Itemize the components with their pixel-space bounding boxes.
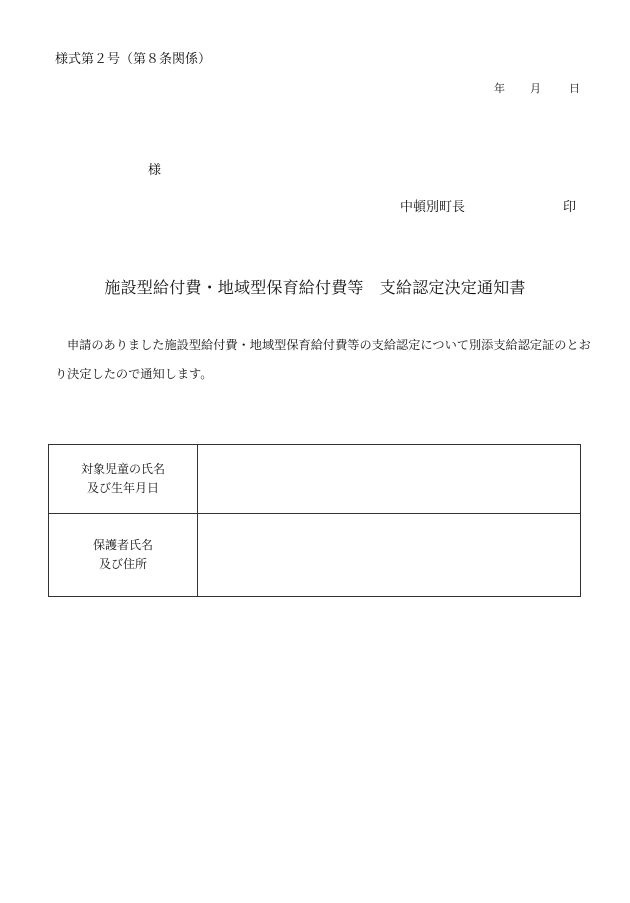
date-line (494, 80, 580, 96)
date-day-label: 日 (569, 82, 580, 95)
child-info-label-cell (49, 445, 198, 514)
guardian-label-line-1: 保護者氏名 (92, 538, 153, 552)
info-table (48, 444, 581, 597)
guardian-label-line-2: 及び住所 (98, 557, 147, 571)
form-number: 様式第２号（第８条関係） (55, 52, 212, 67)
child-label-line-2: 及び生年月日 (86, 481, 159, 495)
body-paragraph (55, 331, 589, 389)
guardian-info-value-cell[interactable] (198, 514, 581, 597)
issuer-row (400, 196, 576, 215)
child-label-line-1: 対象児童の氏名 (80, 462, 165, 476)
body-line-1: 申請のありました施設型給付費・地域型保育給付費等の支給認定について別添支給認定証のとお (67, 338, 591, 352)
date-year-label: 年 (494, 82, 505, 95)
seal-label: 印 (562, 200, 576, 215)
document-title: 施設型給付費・地域型保育給付費等 支給認定決定通知書 (104, 278, 526, 297)
addressee-suffix: 様 (148, 163, 162, 178)
guardian-info-label-cell (49, 514, 198, 597)
table-row (49, 445, 581, 514)
issuer-name: 中頓別町長 (400, 200, 466, 215)
child-info-value-cell[interactable] (198, 445, 581, 514)
date-month-label: 月 (530, 82, 541, 95)
body-line-2: り決定したので通知します。 (55, 367, 213, 381)
table-row (49, 514, 581, 597)
